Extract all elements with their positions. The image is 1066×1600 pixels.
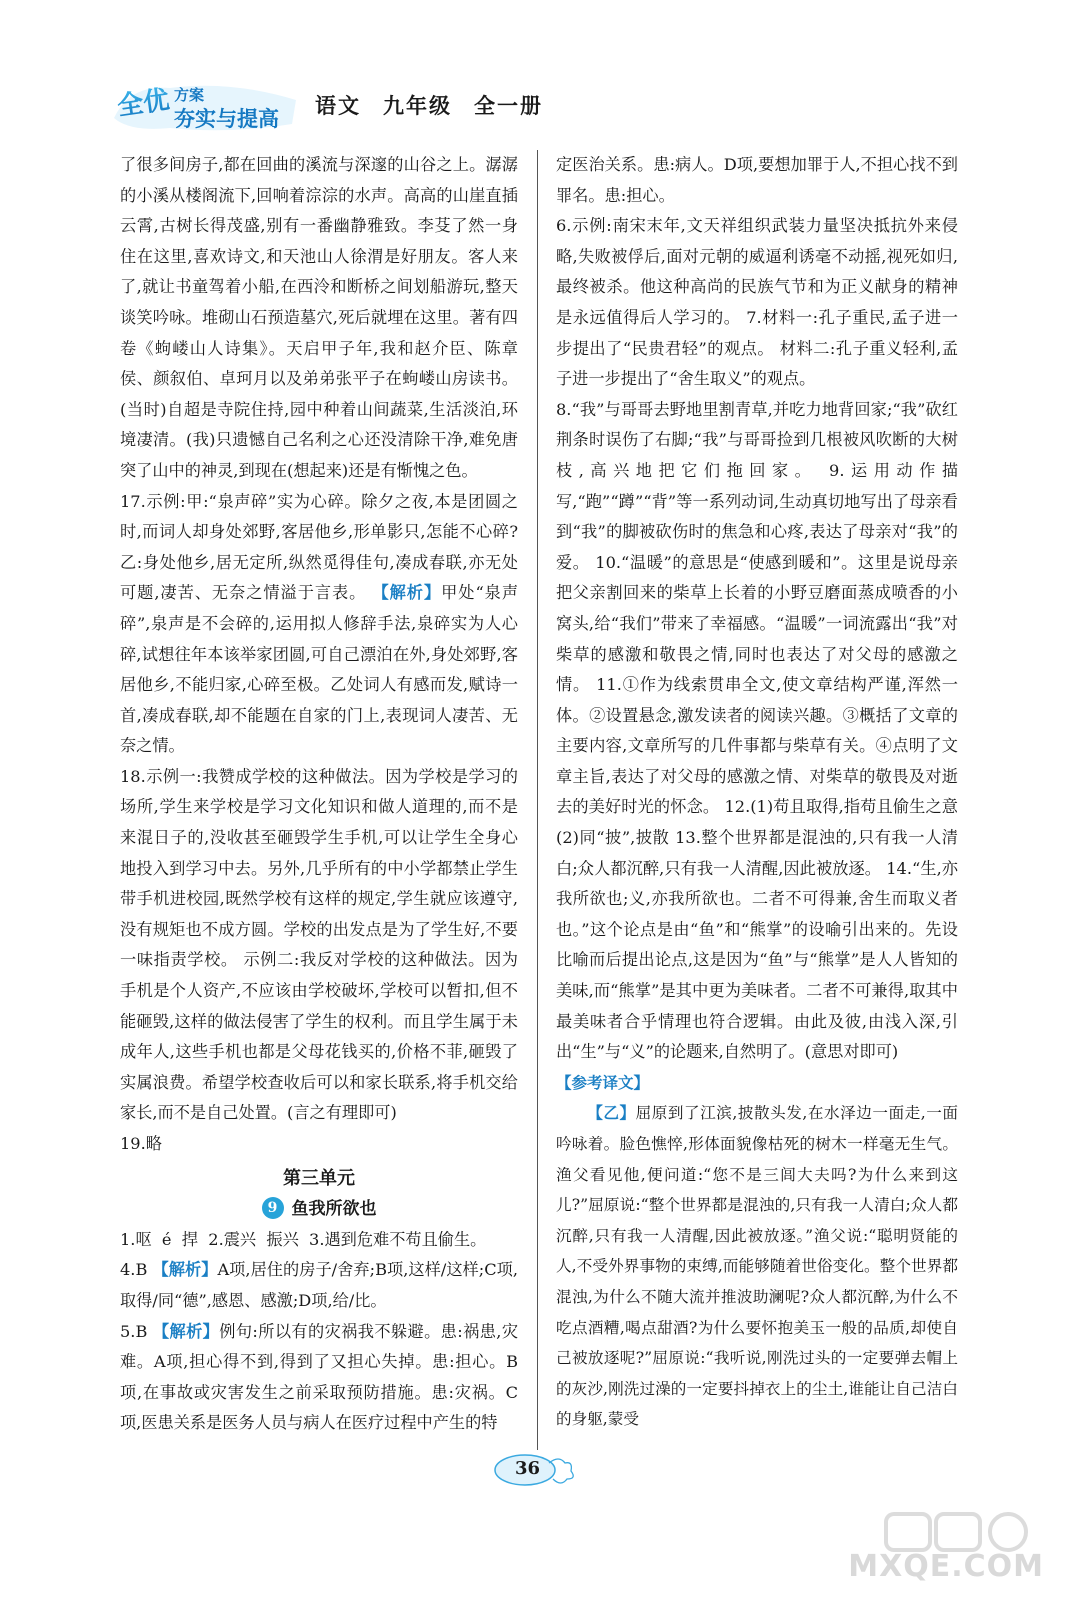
answer-5: 5.B 【 解析 】 例句:所以有的灾祸我不躲避。患:祸患,灾难。A项,担心得不到,得到了又担心失掉。患:担心。B项,在事故或灾害发生之前采取预防措施。患:灾祸。C项,医患关系是医务人员与病人在医疗过程中产生的特 — [120, 1317, 518, 1439]
svg-text:方案: 方案 — [174, 86, 205, 104]
watermark-logo-icon — [884, 1510, 1034, 1554]
page-number: 36 — [493, 1451, 579, 1489]
watermark-text: MXQE.COM — [848, 1549, 1044, 1584]
page-header — [110, 78, 630, 134]
passage-tag: 【 乙 】 — [587, 1103, 635, 1122]
analysis-tag: 【 解析 】 — [372, 583, 441, 602]
analysis-tag: 【 解析 】 — [153, 1260, 218, 1279]
lesson-number-badge: 9 — [262, 1197, 284, 1219]
book-title — [315, 90, 565, 120]
svg-text:全优: 全优 — [115, 85, 172, 122]
reference-translation-title: 【 参考译文 】 — [556, 1068, 958, 1099]
svg-text:夯实与提高: 夯实与提高 — [174, 107, 279, 131]
right-column — [556, 150, 958, 1435]
answer-19: 19.略 — [120, 1134, 162, 1153]
answer-4: 4.B 【 解析 】 A项,居住的房子/舍弃;B项,这样/这样;C项,取得/同“德”,感恩、感激;D项,给/比。 — [120, 1255, 518, 1316]
answer-8-14: 8.“我”与哥哥去野地里割青草,并吃力地背回家;“我”砍红荆条时误伤了右脚;“我”与哥哥捡到几根被风吹断的大树枝,高兴地把它们拖回家。 9.运用动作描写,“跑”“蹲”“背”等一系列动词,生动真切地写出了母亲看到“我”的脚被砍伤时的焦急和心疼,表达了母亲对“我”的爱。 10.“温暖”的意思是“使感到暖和”。这里是说母亲把父亲割回来的柴草上长着的小野豆磨面蒸成喷香的小窝头,给“我们”带来了幸福感。“温暖”一词流露出“我”对柴草的感激和敬畏之情,同时也表达了对父母的感激之情。 11.①作为线索贯串全文,使文章结构严谨,浑然一体。②设置悬念,激发读者的阅读兴趣。③概括了文章的主要内容,文章所写的几件事都与柴草有关。④点明了文章主旨,表达了对父母的感激之情、对柴草的敬畏及对逝去的美好时光的怀念。 12.(1)苟且取得,指苟且偷生之意 (2)同“披”,披散 13.整个世界都是混浊的,只有我一人清白;众人都沉醉,只有我一人清醒,因此被放逐。 14.“生,亦我所欲也;义,亦我所欲也。二者不可得兼,舍生而取义者也。”这个论点是由“鱼”和“熊掌”的设喻引出来的。先设比喻而后提出论点,这是因为“鱼”与“熊掌”是人人皆知的美味,而“熊掌”是其中更为美味者。二者不可兼得,取其中最美味者合乎情理也符合逻辑。由此及彼,由浅入深,引出“生”与“义”的论题来,自然明了。(意思对即可) — [556, 399, 958, 1062]
analysis-tag: 【 解析 】 — [153, 1322, 219, 1341]
volume-label: 全一册 — [474, 93, 543, 118]
grade-label: 九年级 — [383, 93, 452, 118]
answer-17: 17.示例:甲:“泉声碎”实为心碎。除夕之夜,本是团圆之时,而词人却身处郊野,客居他乡,形单影只,怎能不心碎?乙:身处他乡,居无定所,纵然觅得佳句,凑成春联,亦无处可题,凄苦、无奈之情溢于言表。 【 解析 】 甲处“泉声碎”,泉声是不会碎的,运用拟人修辞手法,泉碎实为人心碎,试想往年本该举家团圆,可自己漂泊在外,身处郊野,客居他乡,不能归家,心碎至极。乙处词人有感而发,赋诗一首,凑成春联,却不能题在自家的门上,表现词人凄苦、无奈之情。 — [120, 487, 518, 762]
subject-label: 语文 — [315, 93, 361, 118]
answer-1-3: 1.呕 é 捍 2.震兴 振兴 3.遇到危难不苟且偷生。 — [120, 1229, 487, 1249]
lesson-title: 9 鱼我所欲也 — [120, 1194, 518, 1225]
unit-title: 第三单元 — [283, 1167, 355, 1189]
brand-logo — [110, 78, 300, 134]
reference-translation: 【 乙 】 屈原到了江滨,披散头发,在水泽边一面走,一面吟咏着。脸色憔悴,形体面貌像枯死的树木一样毫无生气。渔父看见他,便问道:“您不是三闾大夫吗?为什么来到这儿?”屈原说:“整个世界都是混浊的,只有我一人清白;众人都沉醉,只有我一人清醒,因此被放逐。”渔父说:“聪明贤能的人,不受外界事物的束缚,而能够随着世俗变化。整个世界都混浊,为什么不随大流并推波助澜呢?众人都沉醉,为什么不吃点酒糟,喝点甜酒?为什么要怀抱美玉一般的品质,却使自己被放逐呢?”屈原说:“我听说,刚洗过头的一定要弹去帽上的灰沙,刚洗过澡的一定要抖掉衣上的尘土,谁能让自己洁白的身躯,蒙受 — [556, 1098, 958, 1435]
watermark — [844, 1510, 1044, 1584]
answer-18: 18.示例一:我赞成学校的这种做法。因为学校是学习的场所,学生来学校是学习文化知识和做人道理的,而不是来混日子的,没收甚至砸毁学生手机,可以让学生全身心地投入到学习中去。另外,几乎所有的中小学都禁止学生带手机进校园,既然学校有这样的规定,学生就应该遵守,没有规矩也不成方圆。学校的出发点是为了学生好,不要一味指责学校。 示例二:我反对学校的这种做法。因为手机是个人资产,不应该由学校破坏,学校可以暂扣,但不能砸毁,这样的做法侵害了学生的权利。而且学生属于未成年人,这些手机也都是父母花钱买的,价格不菲,砸毁了实属浪费。希望学校查收后可以和家长联系,将手机交给家长,而不是自己处置。(言之有理即可) — [120, 766, 518, 1123]
left-column — [120, 150, 518, 1439]
translation-continued: 了很多间房子,都在回曲的溪流与深邃的山谷之上。潺潺的小溪从楼阁流下,回响着淙淙的水声。高高的山崖直插云霄,古树长得茂盛,别有一番幽静雅致。李芟了然一身住在这里,喜欢诗文,和天池山人徐渭是好朋友。客人来了,就让书童驾着小船,在西泠和断桥之间划船游玩,整天谈笑吟咏。堆砌山石预造墓穴,死后就埋在这里。著有四卷《蚼嵝山人诗集》。天启甲子年,我和赵介臣、陈章侯、颜叙伯、卓珂月以及弟弟张平子在蚼嵝山房读书。(当时)自超是寺院住持,园中种着山间蔬菜,生活淡泊,环境凄清。(我)只遗憾自己名利之心还没清除干净,难免唐突了山中的神灵,到现在(想起来)还是有惭愧之色。 — [120, 155, 518, 480]
column-divider — [537, 150, 538, 1450]
answer-5-continued: 定医治关系。患:病人。D项,要想加罪于人,不担心找不到罪名。患:担心。 — [556, 155, 958, 205]
answer-6-7: 6.示例:南宋末年,文天祥组织武装力量坚决抵抗外来侵略,失败被俘后,面对元朝的威逼利诱毫不动摇,视死如归,最终被杀。他这种高尚的民族气节和为正义献身的精神是永远值得后人学习的。 7.材料一:孔子重民,孟子进一步提出了“民贵君轻”的观点。 材料二:孔子重义轻利,孟子进一步提出了“舍生取义”的观点。 — [556, 216, 958, 389]
